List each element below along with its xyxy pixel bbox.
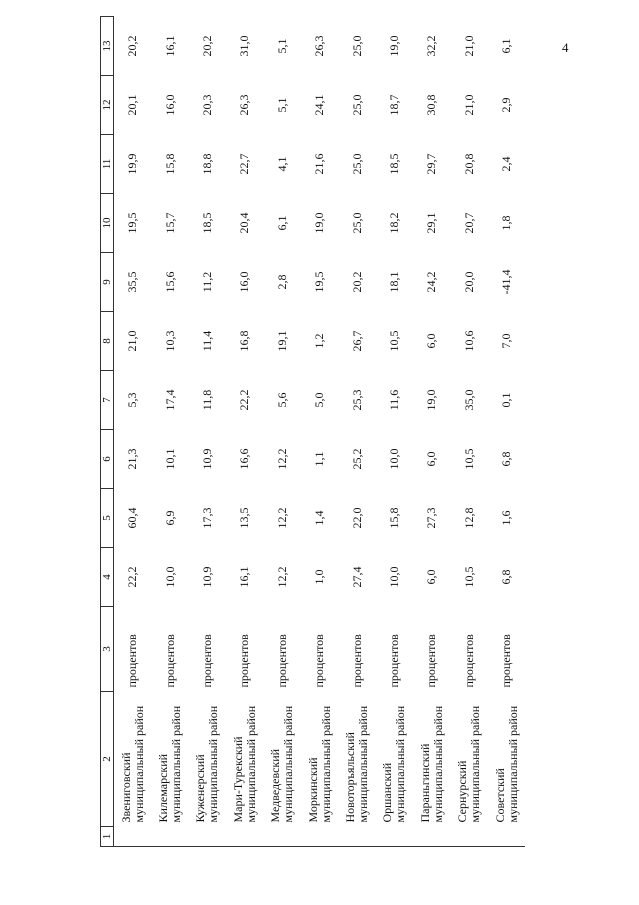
value-cell-col-9: 15,6: [162, 271, 177, 293]
value-cell-col-12: 16,0: [162, 94, 177, 116]
value-cell-col-9: 35,5: [125, 271, 140, 293]
value-cell-col-12: 18,7: [386, 94, 401, 116]
data-table: [100, 16, 525, 847]
table-row: [264, 17, 301, 847]
value-cell-col-13: 16,1: [162, 35, 177, 57]
value-cell-col-6: 10,1: [162, 448, 177, 470]
district-name-cell: [189, 692, 226, 827]
value-cell-col-11: 21,6: [312, 153, 327, 175]
value-cell-col-9: 2,8: [274, 274, 289, 290]
value-cell-col-7: 11,8: [199, 389, 214, 411]
value-cell-col-5: 22,0: [349, 507, 364, 529]
value-cell-col-11: 22,7: [237, 153, 252, 175]
value-cell-col-7: 5,0: [312, 392, 327, 408]
value-cell-col-4: 22,2: [125, 566, 140, 588]
value-cell-col-5: 12,8: [461, 507, 476, 529]
unit-cell: процентов: [461, 634, 476, 688]
value-cell-col-13: 26,3: [312, 35, 327, 57]
value-cell-col-7: 17,4: [162, 389, 177, 411]
unit-cell: процентов: [349, 634, 364, 688]
value-cell-col-4: 1,0: [312, 569, 327, 585]
value-cell-col-6: 10,9: [199, 448, 214, 470]
value-cell-col-9: 20,0: [461, 271, 476, 293]
table-row: [151, 17, 188, 847]
value-cell-col-11: 29,7: [424, 153, 439, 175]
value-cell-col-6: 25,2: [349, 448, 364, 470]
value-cell-col-9: 19,5: [312, 271, 327, 293]
district-name-cell: [451, 692, 488, 827]
row-number-cell: [338, 827, 375, 847]
table-row: [189, 17, 226, 847]
district-name: Советский: [492, 768, 507, 823]
value-cell-col-10: 29,1: [424, 212, 439, 234]
value-cell-col-12: 26,3: [237, 94, 252, 116]
value-cell-col-11: 18,8: [199, 153, 214, 175]
value-cell-col-10: 6,1: [274, 215, 289, 231]
value-cell-col-7: 19,0: [424, 389, 439, 411]
district-name: Медведевский: [268, 748, 283, 823]
district-name: Оршанский: [380, 762, 395, 823]
column-header-2: 2: [101, 692, 114, 827]
district-name-cell: [338, 692, 375, 827]
value-cell-col-7: 25,3: [349, 389, 364, 411]
district-type: муниципальный район: [169, 705, 184, 823]
value-cell-col-11: 15,8: [162, 153, 177, 175]
district-name: Новоторъяльский: [343, 732, 358, 823]
value-cell-col-11: 4,1: [274, 156, 289, 172]
unit-cell: процентов: [274, 634, 289, 688]
unit-cell: процентов: [424, 634, 439, 688]
value-cell-col-6: 6,8: [499, 451, 514, 467]
row-number-cell: [189, 827, 226, 847]
value-cell-col-7: 0,1: [499, 392, 514, 408]
value-cell-col-7: 5,3: [125, 392, 140, 408]
value-cell-col-4: 10,0: [386, 566, 401, 588]
row-number-cell: [301, 827, 338, 847]
value-cell-col-13: 25,0: [349, 35, 364, 57]
value-cell-col-9: 24,2: [424, 271, 439, 293]
unit-cell: процентов: [312, 634, 327, 688]
value-cell-col-8: 1,2: [312, 333, 327, 349]
value-cell-col-6: 16,6: [237, 448, 252, 470]
value-cell-col-13: 32,2: [424, 35, 439, 57]
value-cell-col-8: 26,7: [349, 330, 364, 352]
value-cell-col-5: 12,2: [274, 507, 289, 529]
column-header-4: 4: [101, 548, 114, 607]
value-cell-col-9: 11,2: [199, 271, 214, 293]
value-cell-col-13: 21,0: [461, 35, 476, 57]
column-header-7: 7: [101, 371, 114, 430]
value-cell-col-13: 6,1: [499, 38, 514, 54]
district-type: муниципальный район: [430, 705, 445, 823]
column-header-11: 11: [101, 135, 114, 194]
value-cell-col-8: 7,0: [499, 333, 514, 349]
value-cell-col-8: 21,0: [125, 330, 140, 352]
district-type: муниципальный район: [131, 705, 146, 823]
row-number-cell: [451, 827, 488, 847]
value-cell-col-4: 6,0: [424, 569, 439, 585]
value-cell-col-8: 10,5: [386, 330, 401, 352]
value-cell-col-11: 19,9: [125, 153, 140, 175]
value-cell-col-10: 20,7: [461, 212, 476, 234]
value-cell-col-12: 25,0: [349, 94, 364, 116]
table-row: [338, 17, 375, 847]
value-cell-col-8: 10,3: [162, 330, 177, 352]
table-row: [376, 17, 413, 847]
value-cell-col-8: 19,1: [274, 330, 289, 352]
value-cell-col-6: 10,5: [461, 448, 476, 470]
district-name: Куженерский: [193, 754, 208, 823]
district-name-cell: [114, 692, 152, 827]
value-cell-col-10: 18,5: [199, 212, 214, 234]
value-cell-col-12: 21,0: [461, 94, 476, 116]
district-name-cell: [376, 692, 413, 827]
value-cell-col-6: 1,1: [312, 451, 327, 467]
unit-cell: процентов: [499, 634, 514, 688]
value-cell-col-5: 1,6: [499, 510, 514, 526]
column-header-13: 13: [101, 17, 114, 76]
unit-cell: процентов: [162, 634, 177, 688]
district-type: муниципальный район: [243, 705, 258, 823]
value-cell-col-12: 5,1: [274, 97, 289, 113]
value-cell-col-4: 27,4: [349, 566, 364, 588]
district-type: муниципальный район: [505, 705, 520, 823]
value-cell-col-13: 5,1: [274, 38, 289, 54]
value-cell-col-10: 19,5: [125, 212, 140, 234]
district-name-cell: [226, 692, 263, 827]
row-number-cell: [413, 827, 450, 847]
value-cell-col-13: 19,0: [386, 35, 401, 57]
row-number-cell: [264, 827, 301, 847]
value-cell-col-8: 10,6: [461, 330, 476, 352]
value-cell-col-11: 25,0: [349, 153, 364, 175]
column-header-10: 10: [101, 194, 114, 253]
value-cell-col-13: 31,0: [237, 35, 252, 57]
value-cell-col-12: 20,1: [125, 94, 140, 116]
column-header-12: 12: [101, 76, 114, 135]
page-number: 4: [562, 40, 569, 55]
value-cell-col-4: 10,9: [199, 566, 214, 588]
column-header-9: 9: [101, 253, 114, 312]
value-cell-col-8: 11,4: [199, 330, 214, 352]
table-row: [226, 17, 263, 847]
district-name: Параньгинский: [417, 743, 432, 823]
value-cell-col-6: 12,2: [274, 448, 289, 470]
value-cell-col-12: 24,1: [312, 94, 327, 116]
value-cell-col-5: 60,4: [125, 507, 140, 529]
value-cell-col-5: 6,9: [162, 510, 177, 526]
unit-cell: процентов: [125, 634, 140, 688]
value-cell-col-10: 20,4: [237, 212, 252, 234]
district-name: Звениговский: [118, 752, 133, 823]
table-row: [451, 17, 488, 847]
value-cell-col-4: 10,5: [461, 566, 476, 588]
unit-cell: процентов: [237, 634, 252, 688]
unit-cell: процентов: [199, 634, 214, 688]
district-name-cell: [264, 692, 301, 827]
table-body: [114, 17, 526, 847]
value-cell-col-12: 2,9: [499, 97, 514, 113]
value-cell-col-10: 19,0: [312, 212, 327, 234]
value-cell-col-9: 18,1: [386, 271, 401, 293]
district-name: Килемарский: [156, 753, 171, 823]
rotated-table-wrapper: [100, 17, 630, 847]
row-number-cell: [226, 827, 263, 847]
value-cell-col-9: 20,2: [349, 271, 364, 293]
value-cell-col-5: 13,5: [237, 507, 252, 529]
value-cell-col-12: 20,3: [199, 94, 214, 116]
value-cell-col-5: 15,8: [386, 507, 401, 529]
value-cell-col-11: 20,8: [461, 153, 476, 175]
table-row: [301, 17, 338, 847]
value-cell-col-4: 12,2: [274, 566, 289, 588]
value-cell-col-12: 30,8: [424, 94, 439, 116]
unit-cell: процентов: [386, 634, 401, 688]
value-cell-col-7: 5,6: [274, 392, 289, 408]
value-cell-col-13: 20,2: [125, 35, 140, 57]
value-cell-col-10: 18,2: [386, 212, 401, 234]
column-header-8: 8: [101, 312, 114, 371]
value-cell-col-10: 15,7: [162, 212, 177, 234]
value-cell-col-11: 2,4: [499, 156, 514, 172]
value-cell-col-7: 35,0: [461, 389, 476, 411]
row-number-cell: [114, 827, 152, 847]
column-header-5: 5: [101, 489, 114, 548]
value-cell-col-9: 16,0: [237, 271, 252, 293]
value-cell-col-10: 25,0: [349, 212, 364, 234]
value-cell-col-4: 6,8: [499, 569, 514, 585]
district-type: муниципальный район: [393, 705, 408, 823]
value-cell-col-11: 18,5: [386, 153, 401, 175]
value-cell-col-6: 21,3: [125, 448, 140, 470]
value-cell-col-8: 16,8: [237, 330, 252, 352]
table-row: [413, 17, 450, 847]
row-number-cell: [488, 827, 525, 847]
column-header-1: 1: [101, 827, 114, 847]
row-number-cell: [151, 827, 188, 847]
table-row: [488, 17, 525, 847]
value-cell-col-5: 1,4: [312, 510, 327, 526]
value-cell-col-7: 11,6: [386, 389, 401, 411]
value-cell-col-5: 27,3: [424, 507, 439, 529]
table-row: [114, 17, 152, 847]
value-cell-col-5: 17,3: [199, 507, 214, 529]
district-name: Моркинский: [305, 757, 320, 823]
value-cell-col-7: 22,2: [237, 389, 252, 411]
value-cell-col-4: 10,0: [162, 566, 177, 588]
district-name: Мари-Турекский: [230, 736, 245, 823]
district-name-cell: [301, 692, 338, 827]
district-type: муниципальный район: [356, 705, 371, 823]
district-name-cell: [413, 692, 450, 827]
district-type: муниципальный район: [318, 705, 333, 823]
header-row: [101, 17, 114, 847]
value-cell-col-9: -41,4: [499, 269, 514, 295]
row-number-cell: [376, 827, 413, 847]
value-cell-col-10: 1,8: [499, 215, 514, 231]
district-type: муниципальный район: [206, 705, 221, 823]
value-cell-col-6: 6,0: [424, 451, 439, 467]
district-type: муниципальный район: [281, 705, 296, 823]
value-cell-col-8: 6,0: [424, 333, 439, 349]
district-name-cell: [488, 692, 525, 827]
value-cell-col-4: 16,1: [237, 566, 252, 588]
column-header-3: 3: [101, 607, 114, 692]
value-cell-col-6: 10,0: [386, 448, 401, 470]
district-name-cell: [151, 692, 188, 827]
value-cell-col-13: 20,2: [199, 35, 214, 57]
district-type: муниципальный район: [468, 705, 483, 823]
column-header-6: 6: [101, 430, 114, 489]
district-name: Сернурский: [455, 760, 470, 823]
